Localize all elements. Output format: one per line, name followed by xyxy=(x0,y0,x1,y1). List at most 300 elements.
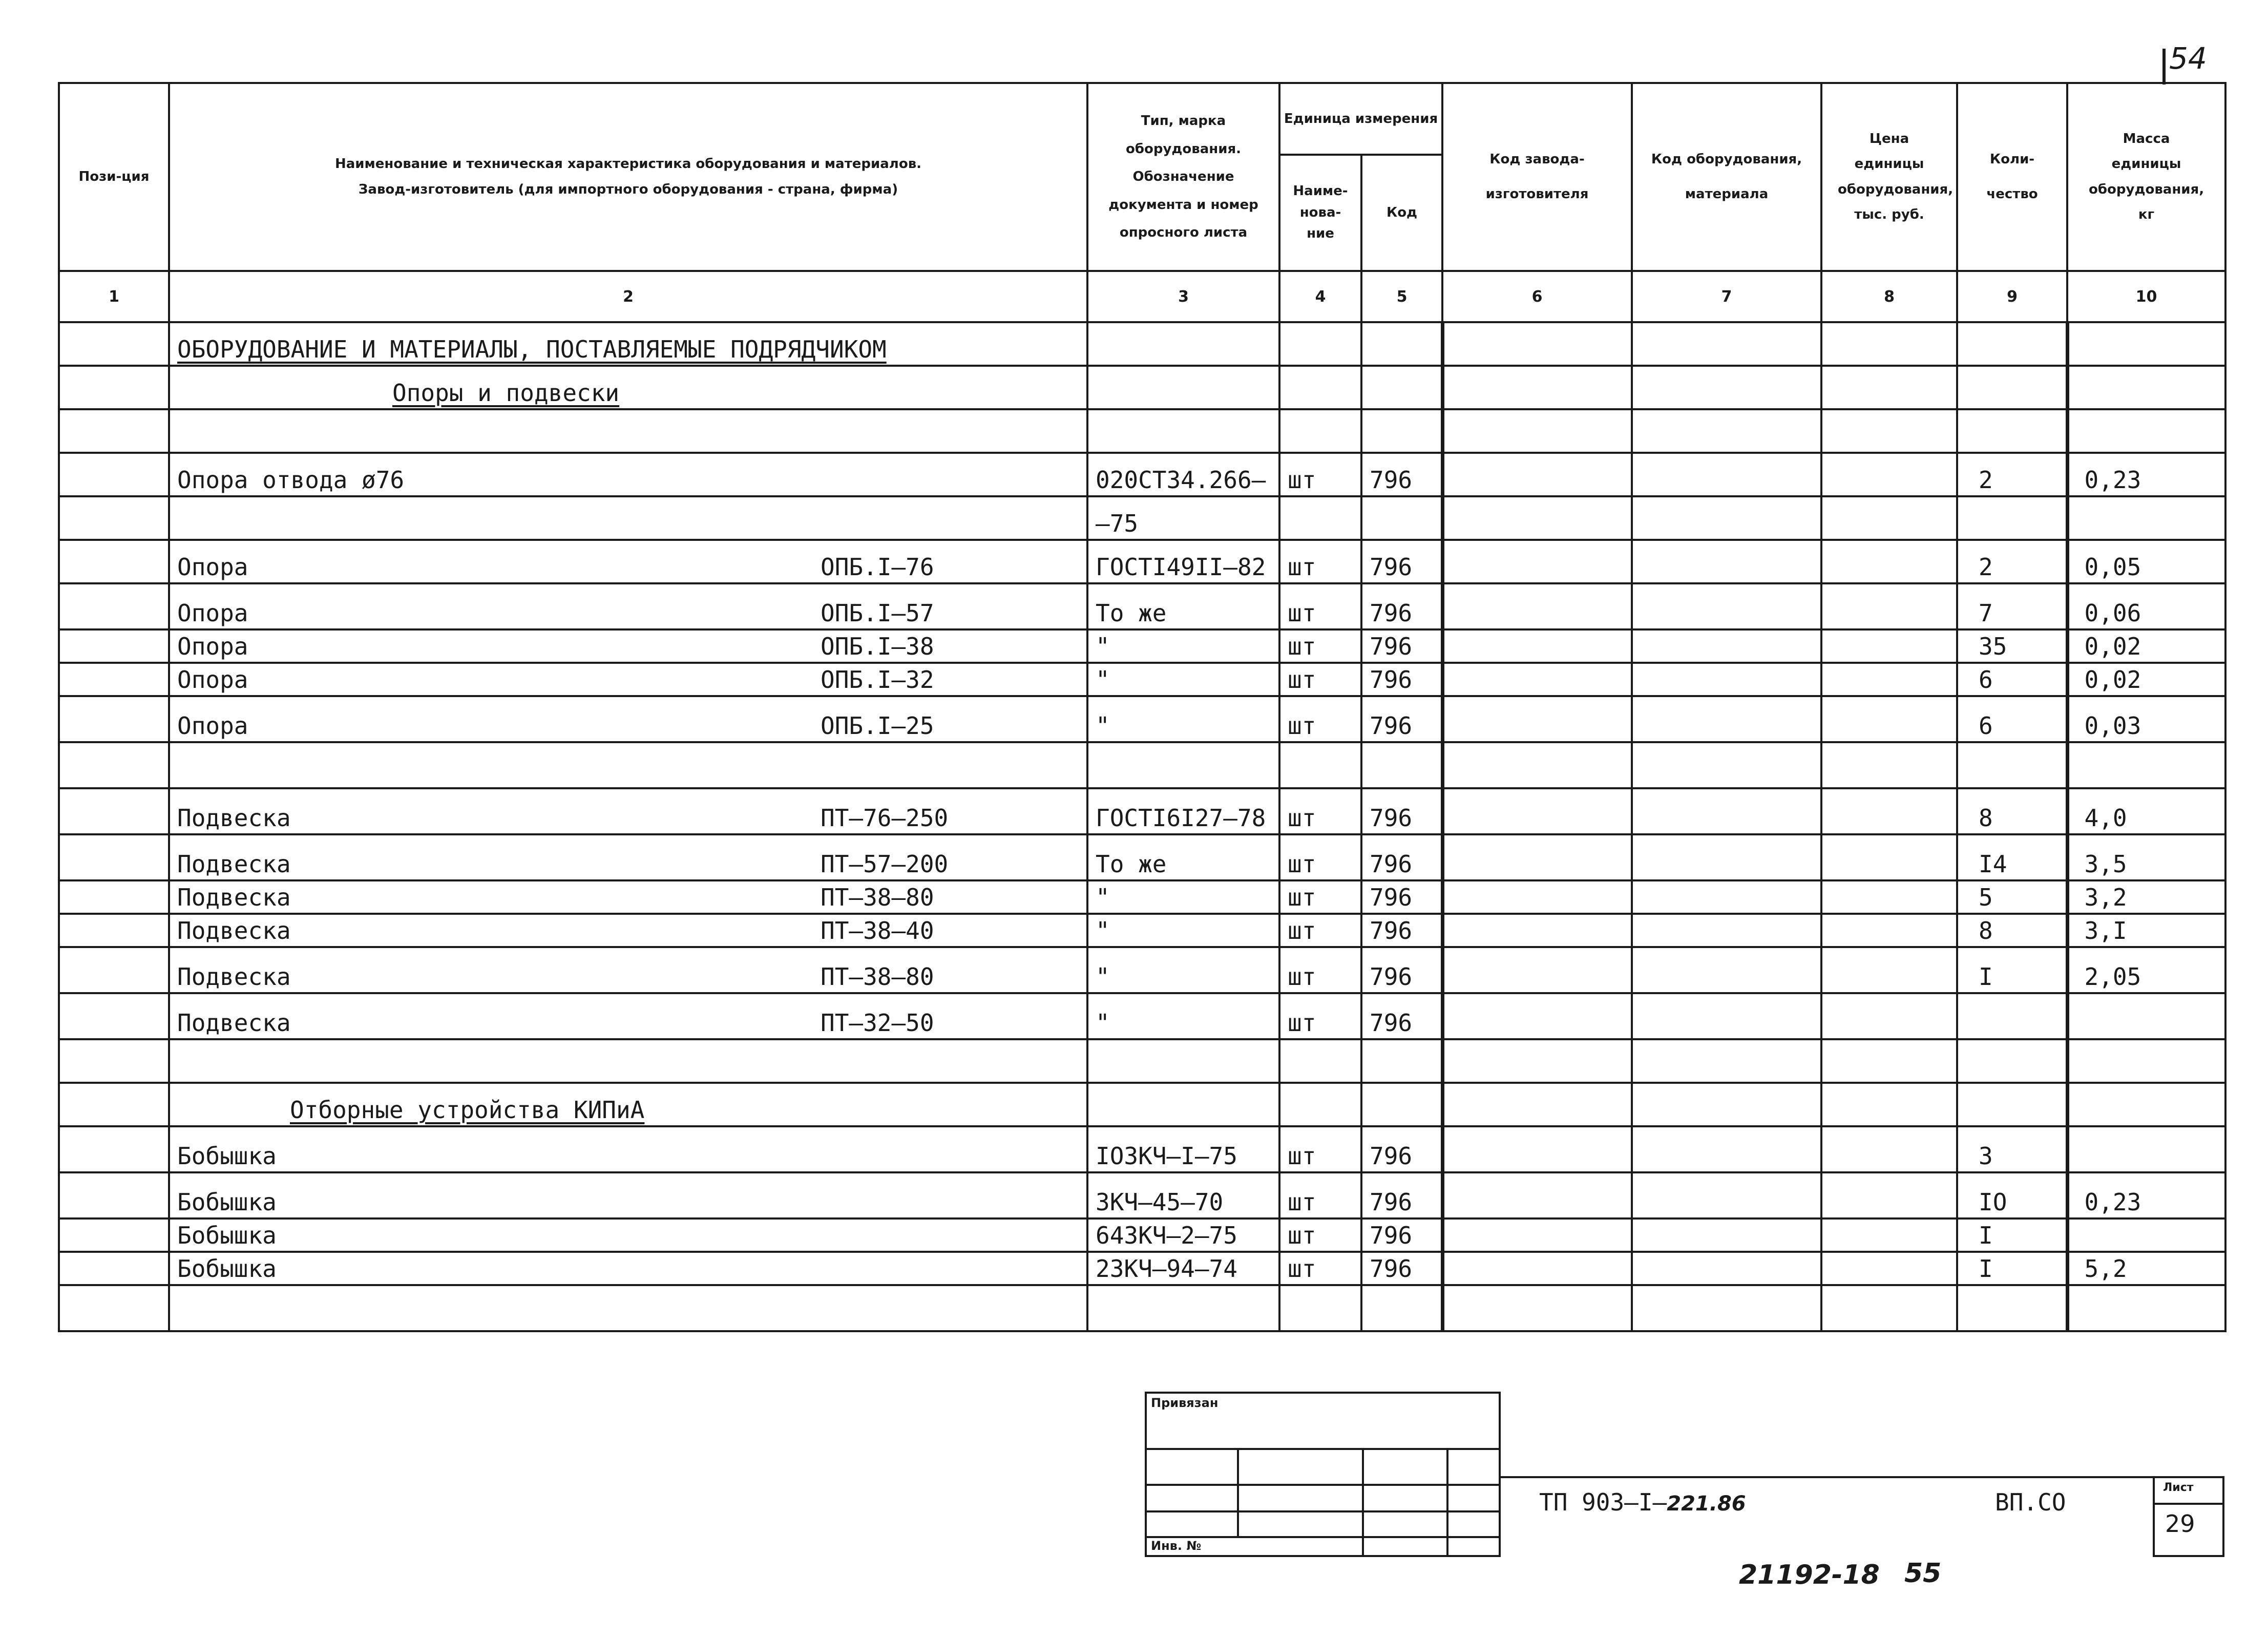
cell-unit xyxy=(1279,409,1361,453)
cell-qty xyxy=(1957,322,2067,366)
cell-unit: шт xyxy=(1279,453,1361,496)
cell-mass xyxy=(2067,1126,2225,1172)
sheet-number: 29 xyxy=(2165,1510,2195,1538)
item-name: Подвеска xyxy=(177,917,291,945)
table-row xyxy=(59,1039,2225,1083)
item-name: Опора xyxy=(177,599,248,627)
table-row xyxy=(59,1172,2225,1218)
cell-mass xyxy=(2067,1218,2225,1252)
cell-plant-code xyxy=(1442,947,1632,993)
cell-price xyxy=(1821,947,1957,993)
cell-mass: 4,0 xyxy=(2067,788,2225,834)
header-unit-name: Наиме-нова-ние xyxy=(1279,155,1361,271)
header-quantity: Коли-чество xyxy=(1957,83,2067,271)
table-row xyxy=(59,696,2225,742)
cell-name xyxy=(169,914,1087,947)
cell-plant-code xyxy=(1442,1285,1632,1331)
cell-doc xyxy=(1087,1039,1279,1083)
document-code-printed: ТП 903–I– xyxy=(1539,1488,1667,1516)
cell-unit: шт xyxy=(1279,1252,1361,1285)
cell-unit xyxy=(1279,1285,1361,1331)
cell-plant-code xyxy=(1442,1083,1632,1126)
inventory-label: Инв. № xyxy=(1151,1539,1202,1553)
item-name: Бобышка xyxy=(177,1222,277,1250)
cell-qty: 2 xyxy=(1957,540,2067,583)
cell-doc: То же xyxy=(1087,583,1279,629)
cell-unit xyxy=(1279,496,1361,540)
page-number-mark xyxy=(2162,49,2166,85)
table-row xyxy=(59,496,2225,540)
cell-doc: –75 xyxy=(1087,496,1279,540)
cell-equipment-code xyxy=(1632,540,1821,583)
cell-name xyxy=(169,322,1087,366)
cell-pos xyxy=(59,322,169,366)
table-row xyxy=(59,453,2225,496)
subsection-title: Опоры и подвески xyxy=(392,379,620,407)
cell-unit: шт xyxy=(1279,914,1361,947)
cell-pos xyxy=(59,409,169,453)
cell-pos xyxy=(59,583,169,629)
item-name: Бобышка xyxy=(177,1188,277,1216)
cell-mass: 2,05 xyxy=(2067,947,2225,993)
cell-mass: 0,06 xyxy=(2067,583,2225,629)
table-row xyxy=(59,583,2225,629)
item-name: Опора xyxy=(177,712,248,740)
cell-qty: I xyxy=(1957,947,2067,993)
cell-pos xyxy=(59,696,169,742)
cell-name xyxy=(169,540,1087,583)
table-row xyxy=(59,1083,2225,1126)
cell-name xyxy=(169,583,1087,629)
cell-doc: То же xyxy=(1087,834,1279,880)
cell-qty xyxy=(1957,993,2067,1039)
cell-price xyxy=(1821,1285,1957,1331)
cell-code: 796 xyxy=(1361,880,1442,914)
header-plant-code: Код завода-изготовителя xyxy=(1442,83,1632,271)
cell-code xyxy=(1361,1039,1442,1083)
cell-code: 796 xyxy=(1361,1172,1442,1218)
cell-equipment-code xyxy=(1632,1083,1821,1126)
cell-equipment-code xyxy=(1632,409,1821,453)
table-row xyxy=(59,1285,2225,1331)
cell-qty: 3 xyxy=(1957,1126,2067,1172)
cell-code: 796 xyxy=(1361,947,1442,993)
cell-equipment-code xyxy=(1632,1218,1821,1252)
cell-code xyxy=(1361,496,1442,540)
cell-name xyxy=(169,880,1087,914)
cell-price xyxy=(1821,366,1957,409)
item-name: Опора xyxy=(177,553,248,581)
cell-equipment-code xyxy=(1632,322,1821,366)
cell-qty xyxy=(1957,409,2067,453)
cell-price xyxy=(1821,1039,1957,1083)
cell-pos xyxy=(59,914,169,947)
cell-qty xyxy=(1957,1285,2067,1331)
archive-number: 21192-18 xyxy=(1739,1560,1880,1590)
cell-mass xyxy=(2067,366,2225,409)
cell-code: 796 xyxy=(1361,1218,1442,1252)
cell-name xyxy=(169,1039,1087,1083)
cell-equipment-code xyxy=(1632,1252,1821,1285)
col-num-8: 8 xyxy=(1821,271,1957,322)
cell-price xyxy=(1821,993,1957,1039)
cell-pos xyxy=(59,1218,169,1252)
cell-plant-code xyxy=(1442,993,1632,1039)
cell-pos xyxy=(59,629,169,663)
cell-code: 796 xyxy=(1361,540,1442,583)
cell-code xyxy=(1361,1083,1442,1126)
cell-unit xyxy=(1279,322,1361,366)
sheet-number-box xyxy=(2153,1476,2224,1557)
cell-qty: 7 xyxy=(1957,583,2067,629)
cell-pos xyxy=(59,1083,169,1126)
cell-code: 796 xyxy=(1361,914,1442,947)
cell-qty xyxy=(1957,742,2067,788)
cell-qty: 8 xyxy=(1957,788,2067,834)
item-mark: ПТ–76–250 xyxy=(821,804,949,832)
cell-name xyxy=(169,1218,1087,1252)
item-name: Бобышка xyxy=(177,1255,277,1283)
header-unit-price: Цена единицы оборудования, тыс. руб. xyxy=(1821,83,1957,271)
header-name-line2: Завод-изготовитель (для импортного оборудования - страна, фирма) xyxy=(358,181,898,197)
table-row xyxy=(59,540,2225,583)
header-equipment-code: Код оборудования, материала xyxy=(1632,83,1821,271)
cell-equipment-code xyxy=(1632,663,1821,696)
attached-stamp xyxy=(1145,1392,1501,1557)
table-row xyxy=(59,663,2225,696)
cell-name xyxy=(169,1172,1087,1218)
cell-pos xyxy=(59,742,169,788)
cell-code xyxy=(1361,366,1442,409)
cell-qty: I xyxy=(1957,1218,2067,1252)
cell-price xyxy=(1821,1083,1957,1126)
cell-mass: 5,2 xyxy=(2067,1252,2225,1285)
cell-equipment-code xyxy=(1632,993,1821,1039)
table-row xyxy=(59,1252,2225,1285)
cell-equipment-code xyxy=(1632,583,1821,629)
archive-page: 55 xyxy=(1904,1558,1942,1589)
cell-plant-code xyxy=(1442,496,1632,540)
cell-pos xyxy=(59,1252,169,1285)
cell-doc: " xyxy=(1087,914,1279,947)
item-name: Опора xyxy=(177,633,248,661)
cell-qty: 35 xyxy=(1957,629,2067,663)
cell-plant-code xyxy=(1442,1126,1632,1172)
cell-doc xyxy=(1087,409,1279,453)
cell-price xyxy=(1821,834,1957,880)
cell-code xyxy=(1361,742,1442,788)
title-block-divider xyxy=(1501,1476,2224,1478)
item-mark: ПТ–38–40 xyxy=(821,917,934,945)
item-mark: ПТ–38–80 xyxy=(821,884,934,912)
cell-pos xyxy=(59,1039,169,1083)
table-row xyxy=(59,366,2225,409)
cell-mass xyxy=(2067,1083,2225,1126)
cell-equipment-code xyxy=(1632,834,1821,880)
header-name-line1: Наименование и техническая характеристика оборудования и материалов. xyxy=(334,156,922,172)
cell-pos xyxy=(59,1285,169,1331)
cell-plant-code xyxy=(1442,1218,1632,1252)
cell-code: 796 xyxy=(1361,834,1442,880)
cell-qty: I xyxy=(1957,1252,2067,1285)
cell-price xyxy=(1821,663,1957,696)
col-num-2: 2 xyxy=(169,271,1087,322)
cell-name xyxy=(169,696,1087,742)
cell-unit: шт xyxy=(1279,1126,1361,1172)
cell-pos xyxy=(59,540,169,583)
cell-name xyxy=(169,1285,1087,1331)
cell-equipment-code xyxy=(1632,880,1821,914)
cell-qty: IО xyxy=(1957,1172,2067,1218)
cell-equipment-code xyxy=(1632,696,1821,742)
cell-plant-code xyxy=(1442,834,1632,880)
table-row xyxy=(59,629,2225,663)
cell-doc xyxy=(1087,322,1279,366)
cell-equipment-code xyxy=(1632,914,1821,947)
item-name: Подвеска xyxy=(177,1009,291,1037)
cell-mass: 0,05 xyxy=(2067,540,2225,583)
cell-qty xyxy=(1957,366,2067,409)
cell-mass: 3,5 xyxy=(2067,834,2225,880)
item-name: Бобышка xyxy=(177,1142,277,1170)
cell-mass: 0,23 xyxy=(2067,1172,2225,1218)
header-type-mark: Тип, марка оборудования. Обозначение документа и номер опросного листа xyxy=(1087,83,1279,271)
cell-unit: шт xyxy=(1279,540,1361,583)
specification-table xyxy=(58,82,2227,1332)
item-mark: ОПБ.I–76 xyxy=(821,553,934,581)
cell-qty: 5 xyxy=(1957,880,2067,914)
item-mark: ПТ–57–200 xyxy=(821,850,949,878)
cell-price xyxy=(1821,453,1957,496)
cell-code xyxy=(1361,1285,1442,1331)
cell-equipment-code xyxy=(1632,947,1821,993)
item-name: Подвеска xyxy=(177,884,291,912)
cell-plant-code xyxy=(1442,742,1632,788)
cell-unit: шт xyxy=(1279,834,1361,880)
col-num-7: 7 xyxy=(1632,271,1821,322)
cell-qty xyxy=(1957,1039,2067,1083)
cell-unit xyxy=(1279,1083,1361,1126)
cell-pos xyxy=(59,1172,169,1218)
cell-pos xyxy=(59,453,169,496)
cell-price xyxy=(1821,914,1957,947)
table-row xyxy=(59,788,2225,834)
cell-code: 796 xyxy=(1361,696,1442,742)
cell-qty: 2 xyxy=(1957,453,2067,496)
document-section: ВП.СО xyxy=(1995,1488,2066,1516)
cell-pos xyxy=(59,663,169,696)
item-name: Опора xyxy=(177,666,248,694)
item-mark: ОПБ.I–38 xyxy=(821,633,934,661)
cell-doc: 23КЧ–94–74 xyxy=(1087,1252,1279,1285)
cell-doc xyxy=(1087,1285,1279,1331)
table-row xyxy=(59,993,2225,1039)
cell-unit: шт xyxy=(1279,629,1361,663)
cell-doc: " xyxy=(1087,696,1279,742)
table-row xyxy=(59,742,2225,788)
attached-label: Привязан xyxy=(1151,1396,1219,1410)
cell-price xyxy=(1821,1172,1957,1218)
cell-equipment-code xyxy=(1632,1285,1821,1331)
cell-doc: " xyxy=(1087,880,1279,914)
cell-unit: шт xyxy=(1279,583,1361,629)
cell-mass xyxy=(2067,993,2225,1039)
cell-mass: 0,02 xyxy=(2067,663,2225,696)
cell-doc: ГОСТI49II–82 xyxy=(1087,540,1279,583)
cell-doc xyxy=(1087,1083,1279,1126)
cell-qty xyxy=(1957,1083,2067,1126)
cell-plant-code xyxy=(1442,1252,1632,1285)
header-row-1 xyxy=(59,83,2225,155)
cell-unit: шт xyxy=(1279,1218,1361,1252)
table-row xyxy=(59,914,2225,947)
cell-name xyxy=(169,496,1087,540)
table-row xyxy=(59,1126,2225,1172)
item-mark: ОПБ.I–25 xyxy=(821,712,934,740)
cell-mass xyxy=(2067,1039,2225,1083)
cell-doc: IО3КЧ–I–75 xyxy=(1087,1126,1279,1172)
cell-qty: 6 xyxy=(1957,696,2067,742)
cell-qty: I4 xyxy=(1957,834,2067,880)
item-mark: ОПБ.I–32 xyxy=(821,666,934,694)
cell-price xyxy=(1821,1252,1957,1285)
cell-price xyxy=(1821,1218,1957,1252)
col-num-3: 3 xyxy=(1087,271,1279,322)
cell-mass xyxy=(2067,322,2225,366)
col-num-6: 6 xyxy=(1442,271,1632,322)
cell-doc: " xyxy=(1087,663,1279,696)
table-body xyxy=(59,322,2225,1331)
cell-plant-code xyxy=(1442,880,1632,914)
cell-name xyxy=(169,1126,1087,1172)
cell-pos xyxy=(59,366,169,409)
cell-mass: 0,03 xyxy=(2067,696,2225,742)
cell-pos xyxy=(59,993,169,1039)
cell-code xyxy=(1361,322,1442,366)
cell-qty: 6 xyxy=(1957,663,2067,696)
cell-mass: 0,02 xyxy=(2067,629,2225,663)
cell-qty: 8 xyxy=(1957,914,2067,947)
cell-price xyxy=(1821,583,1957,629)
cell-equipment-code xyxy=(1632,742,1821,788)
cell-doc: " xyxy=(1087,629,1279,663)
cell-pos xyxy=(59,947,169,993)
header-unit-code: Код xyxy=(1361,155,1442,271)
cell-equipment-code xyxy=(1632,1172,1821,1218)
cell-name xyxy=(169,1252,1087,1285)
cell-name xyxy=(169,366,1087,409)
cell-mass: 0,23 xyxy=(2067,453,2225,496)
cell-plant-code xyxy=(1442,366,1632,409)
cell-plant-code xyxy=(1442,583,1632,629)
section-title: ОБОРУДОВАНИЕ И МАТЕРИАЛЫ, ПОСТАВЛЯЕМЫЕ ПОДРЯДЧИКОМ xyxy=(177,335,887,364)
page-number: 54 xyxy=(2169,41,2207,76)
header-name xyxy=(169,83,1087,271)
cell-mass: 3,2 xyxy=(2067,880,2225,914)
cell-plant-code xyxy=(1442,540,1632,583)
cell-doc: " xyxy=(1087,993,1279,1039)
table-row xyxy=(59,409,2225,453)
cell-equipment-code xyxy=(1632,366,1821,409)
cell-name xyxy=(169,834,1087,880)
header-unit-mass: Масса единицы оборудования, кг xyxy=(2067,83,2225,271)
cell-name xyxy=(169,1083,1087,1126)
cell-unit xyxy=(1279,366,1361,409)
col-num-4: 4 xyxy=(1279,271,1361,322)
cell-equipment-code xyxy=(1632,1126,1821,1172)
header-position: Пози-ция xyxy=(59,83,169,271)
cell-plant-code xyxy=(1442,788,1632,834)
cell-plant-code xyxy=(1442,1039,1632,1083)
cell-name xyxy=(169,788,1087,834)
subsection-title: Отборные устройства КИПиА xyxy=(290,1096,645,1124)
cell-equipment-code xyxy=(1632,629,1821,663)
cell-price xyxy=(1821,788,1957,834)
cell-equipment-code xyxy=(1632,496,1821,540)
item-name: Подвеска xyxy=(177,850,291,878)
cell-equipment-code xyxy=(1632,788,1821,834)
cell-price xyxy=(1821,880,1957,914)
cell-plant-code xyxy=(1442,409,1632,453)
cell-pos xyxy=(59,1126,169,1172)
document-code xyxy=(1539,1488,1746,1516)
table-row xyxy=(59,834,2225,880)
cell-plant-code xyxy=(1442,663,1632,696)
cell-price xyxy=(1821,496,1957,540)
cell-mass: 3,I xyxy=(2067,914,2225,947)
cell-code: 796 xyxy=(1361,583,1442,629)
cell-code: 796 xyxy=(1361,629,1442,663)
cell-unit: шт xyxy=(1279,993,1361,1039)
sheet-label: Лист xyxy=(2163,1481,2194,1494)
cell-doc: 643КЧ–2–75 xyxy=(1087,1218,1279,1252)
document-code-handwritten: 221.86 xyxy=(1667,1492,1746,1516)
item-mark: ПТ–32–50 xyxy=(821,1009,934,1037)
cell-plant-code xyxy=(1442,696,1632,742)
cell-unit xyxy=(1279,1039,1361,1083)
item-name: Подвеска xyxy=(177,804,291,832)
col-num-9: 9 xyxy=(1957,271,2067,322)
cell-pos xyxy=(59,880,169,914)
col-num-5: 5 xyxy=(1361,271,1442,322)
cell-mass xyxy=(2067,742,2225,788)
cell-price xyxy=(1821,1126,1957,1172)
cell-code: 796 xyxy=(1361,663,1442,696)
cell-equipment-code xyxy=(1632,1039,1821,1083)
cell-pos xyxy=(59,496,169,540)
cell-name xyxy=(169,453,1087,496)
cell-unit xyxy=(1279,742,1361,788)
table-row xyxy=(59,880,2225,914)
table-row xyxy=(59,1218,2225,1252)
cell-code xyxy=(1361,409,1442,453)
cell-unit: шт xyxy=(1279,663,1361,696)
table-row xyxy=(59,322,2225,366)
col-num-10: 10 xyxy=(2067,271,2225,322)
table-row xyxy=(59,947,2225,993)
cell-name xyxy=(169,993,1087,1039)
cell-plant-code xyxy=(1442,914,1632,947)
cell-price xyxy=(1821,322,1957,366)
cell-code: 796 xyxy=(1361,1252,1442,1285)
item-mark: ОПБ.I–57 xyxy=(821,599,934,627)
cell-code: 796 xyxy=(1361,993,1442,1039)
cell-price xyxy=(1821,540,1957,583)
cell-qty xyxy=(1957,496,2067,540)
cell-name xyxy=(169,947,1087,993)
cell-price xyxy=(1821,696,1957,742)
cell-code: 796 xyxy=(1361,1126,1442,1172)
